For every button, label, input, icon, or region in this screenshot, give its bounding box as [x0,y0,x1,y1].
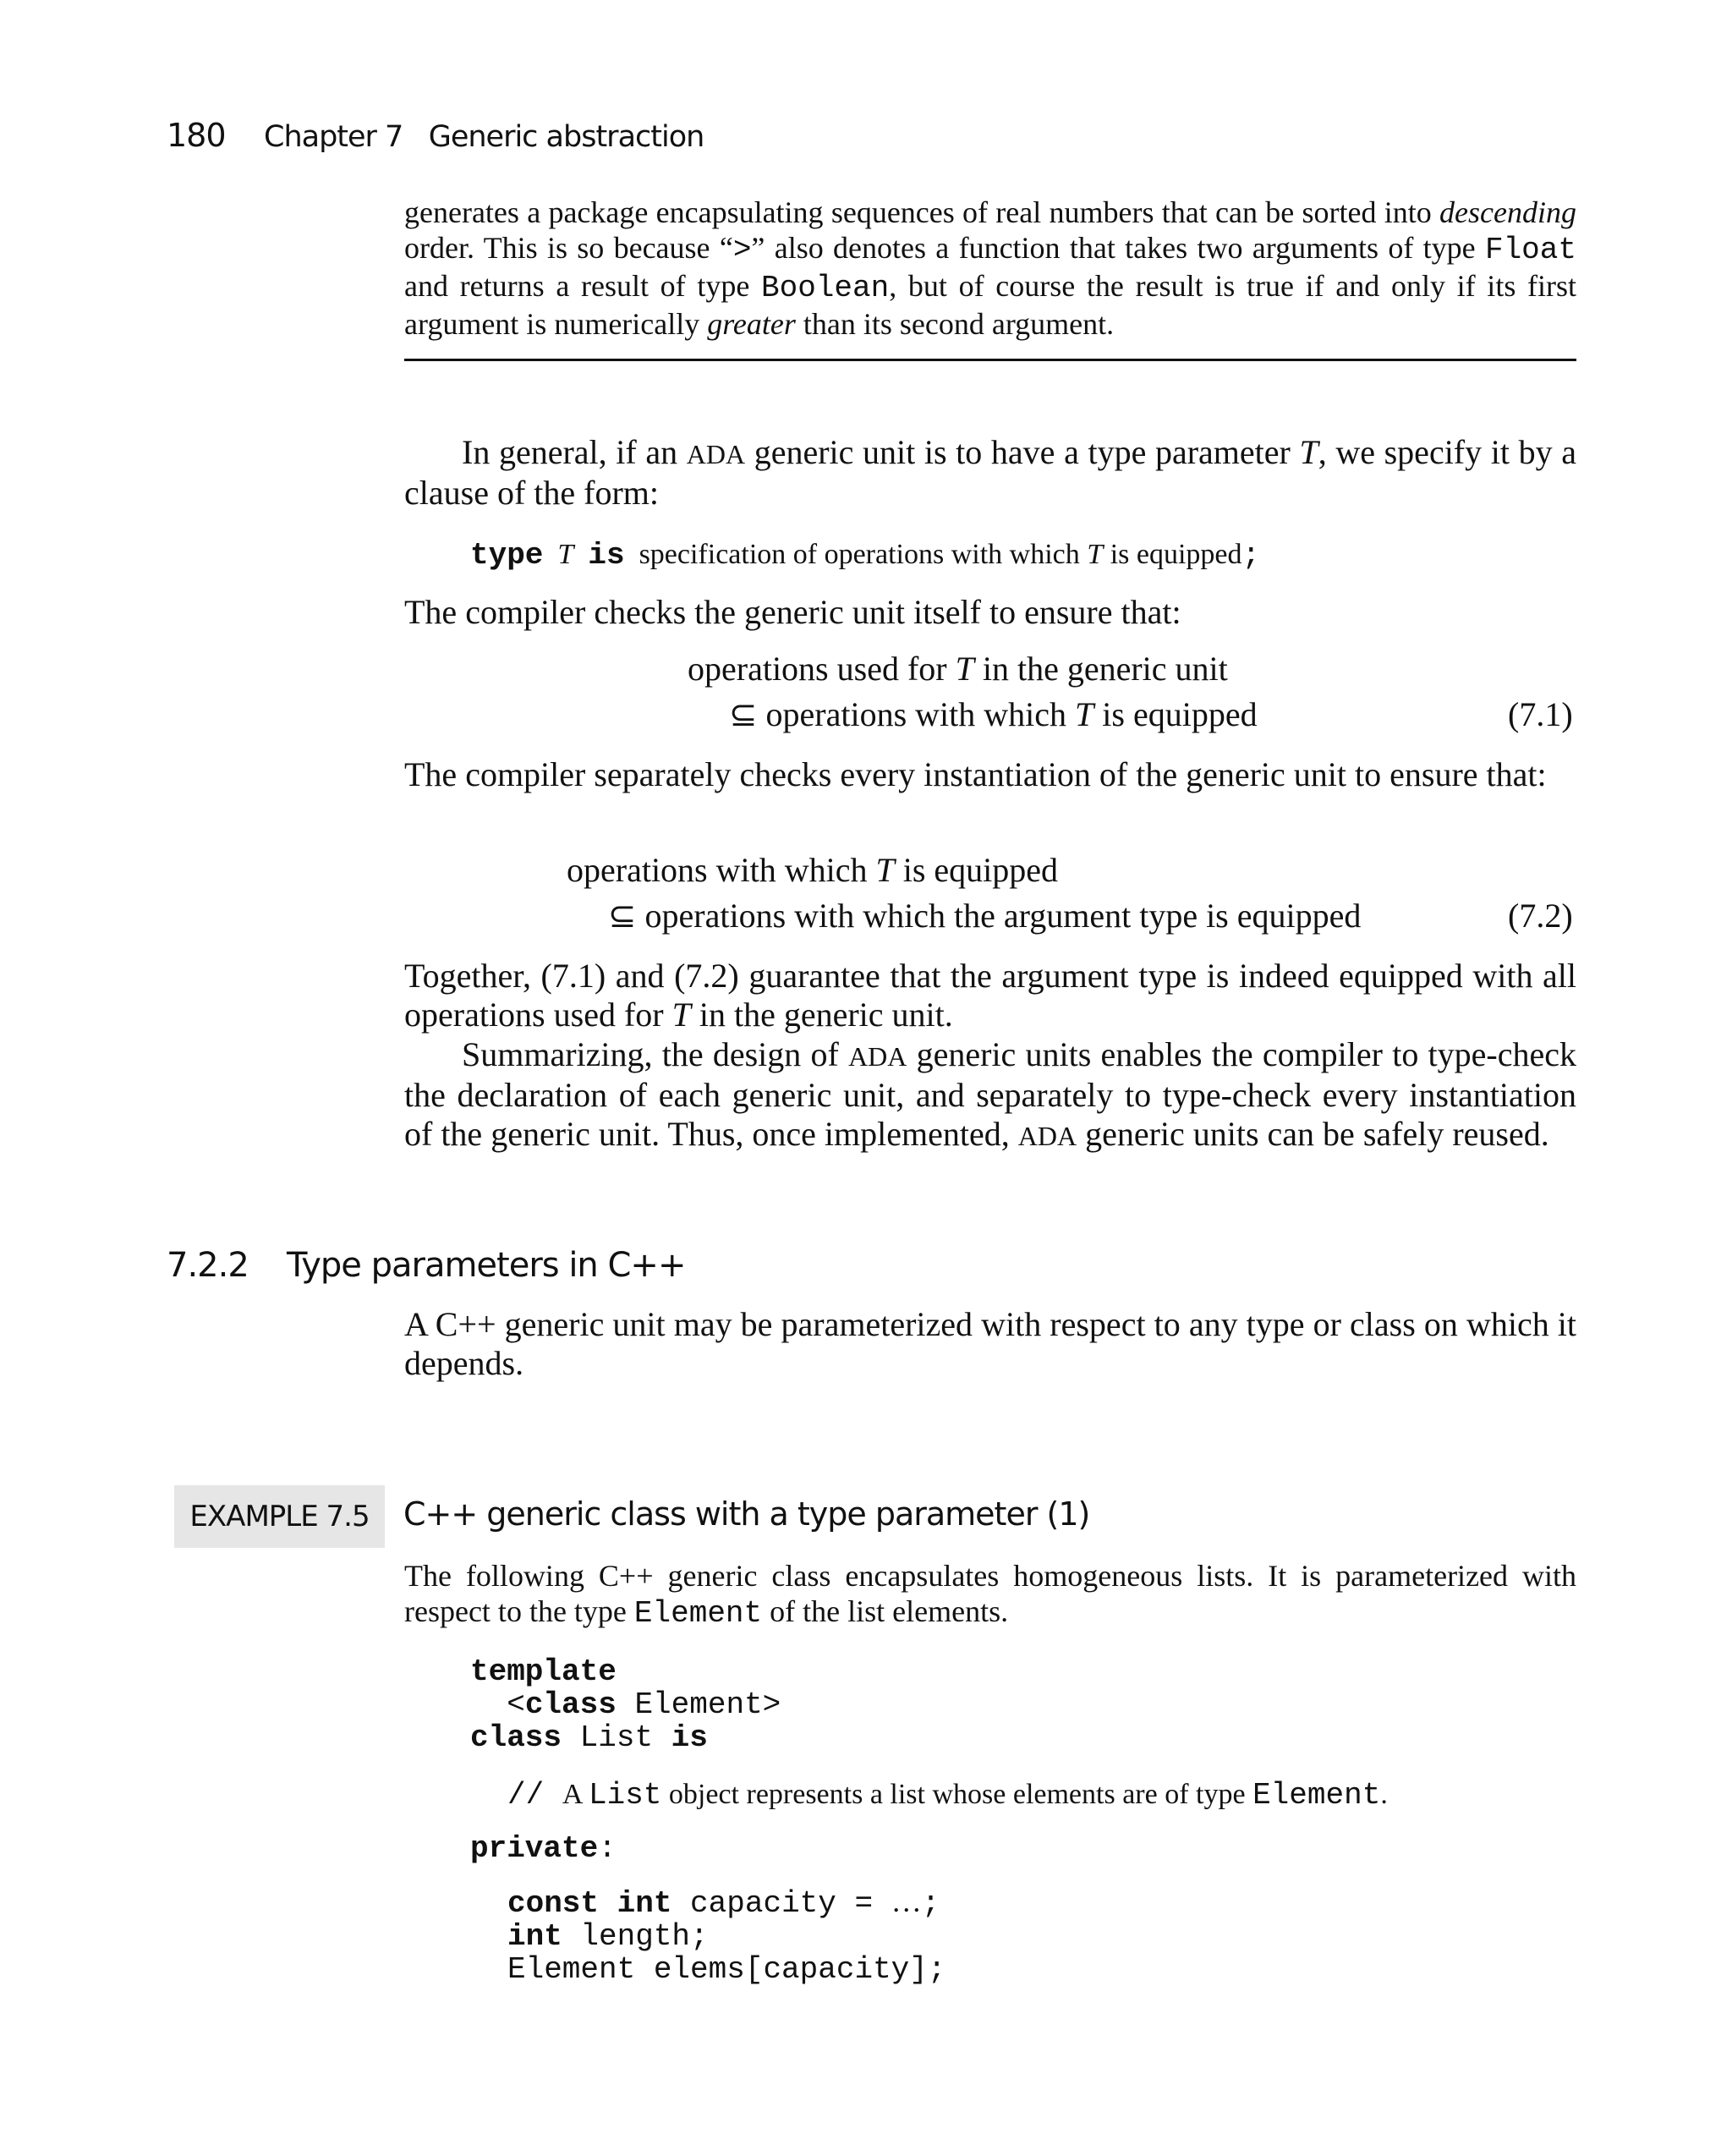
intro-paragraph: generates a package encapsulating sequences of real numbers that can be sorted into descending order. This is so because “>” also denotes a function that takes two arguments of type Float and returns a result of type Boolean, but of course the result is true if and only if its first argument is numerically greater than its second argument. [404,195,1577,341]
formula-7-2-line-2: ⊆ operations with which the argument type is equipped [608,897,1362,935]
code-comment: // A List object represents a list whose elements are of type Element. [507,1778,1388,1813]
together-paragraph: Together, (7.1) and (7.2) guarantee that the argument type is indeed equipped with all operations used for T in the generic unit. [404,957,1576,1034]
example-paragraph: The following C++ generic class encapsulates homogeneous lists. It is parameterized with respect to the type Element of the list elements. [404,1559,1576,1631]
equation-number-7-2: (7.2) [1508,897,1573,935]
subset-symbol: ⊆ [729,695,758,733]
cpp-intro-paragraph: A C++ generic unit may be parameterized with respect to any type or class on which it depends. [404,1305,1576,1382]
formula-7-1-line-2: ⊆ operations with which T is equipped [729,695,1258,733]
code-line: template [470,1654,617,1689]
chapter-header: Chapter 7 Generic abstraction [264,120,704,154]
formula-7-1-line-1: operations used for T in the generic unit [688,650,1228,688]
example-end-rule [404,359,1576,361]
code-members [507,1885,945,1986]
check-unit-sentence: The compiler checks the generic unit itself to ensure that: [404,593,1181,631]
code-template-header [470,1655,781,1754]
section-title: Type parameters in C++ [287,1246,686,1285]
example-label-box [174,1485,385,1548]
check-instantiation-sentence: The compiler separately checks every instantiation of the generic unit to ensure that: [404,755,1547,793]
example-title: C++ generic class with a type parameter (1) [403,1495,1090,1533]
code-line: class List is [470,1720,708,1755]
general-paragraph: In general, if an ADA generic unit is to have a type parameter T, we specify it by a clause of the form: [404,433,1576,512]
code-line: <class Element> [470,1687,781,1722]
code-line: Element elems[capacity]; [507,1952,946,1987]
summary-paragraph: Summarizing, the design of ADA generic units enables the compiler to type-check the declaration of each generic unit, and separately to type-check every instantiation of the generic unit. Thus, once implemented, ADA generic units can be safely reused. [404,1035,1576,1153]
code-line: const int capacity = …; [507,1884,940,1921]
subset-symbol: ⊆ [608,897,637,935]
formula-7-2-line-1: operations with which T is equipped [567,851,1059,889]
type-clause: type T is specification of operations with which T is equipped; [470,538,1261,573]
code-private-label: private: [470,1831,617,1866]
page-number: 180 [167,117,226,154]
section-number: 7.2.2 [167,1246,249,1285]
example-label: EXAMPLE 7.5 [189,1500,370,1533]
code-line: int length; [507,1919,709,1954]
equation-number-7-1: (7.1) [1508,695,1573,733]
